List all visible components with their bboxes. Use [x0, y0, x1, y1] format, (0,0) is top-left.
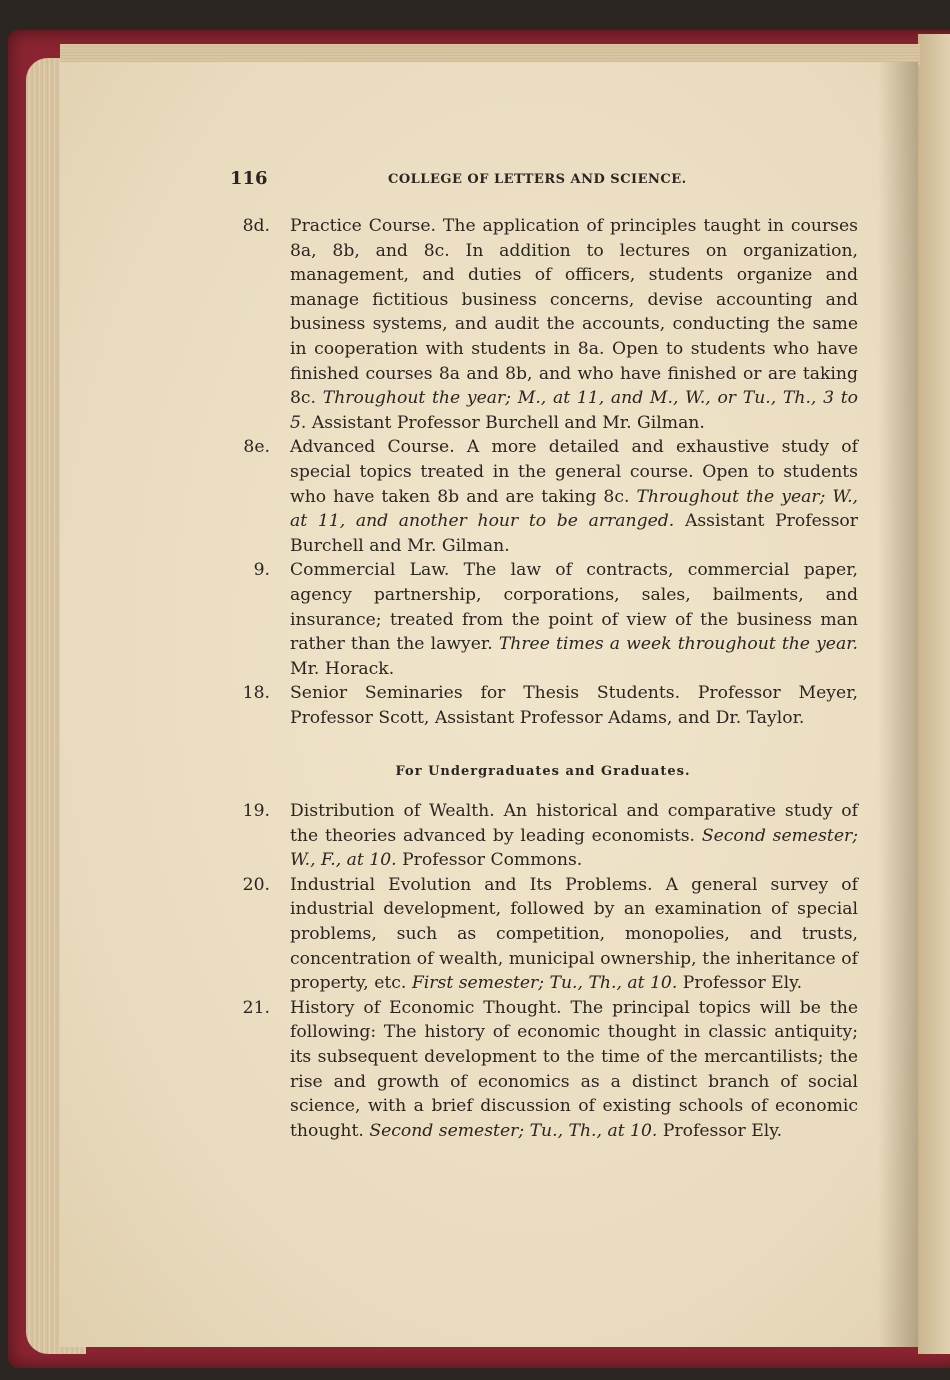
course-instructor: Assistant Professor Burchell and Mr. Gilman. — [290, 511, 858, 556]
course-schedule: Second semester; Tu., Th., at 10. — [369, 1120, 658, 1141]
course-number: 9. — [253, 560, 270, 581]
course-description: Industrial Evolution and Its Problems. A general survey of industrial development, followed by an examination of special problems, such as competition, monopolies, and trusts, concentration of wealth, municipal ownership, the inheritance of property, etc. — [290, 874, 858, 994]
course-description: Distribution of Wealth. An historical and comparative study of the theories advanced by leading economists. — [290, 801, 858, 846]
course-description: Senior Seminaries for Thesis Students. — [290, 683, 681, 704]
course-number: 8e. — [243, 437, 270, 458]
course-schedule: Second semester; W., F., at 10. — [290, 825, 859, 871]
course-schedule: Throughout the year; M., at 11, and M., W., or Tu., Th., 3 to 5. — [290, 388, 858, 433]
section-subheading: For Undergraduates and Graduates. — [395, 764, 691, 780]
running-title: COLLEGE OF LETTERS AND SCIENCE. — [388, 172, 687, 187]
page-number: 116 — [230, 168, 268, 189]
course-description: Advanced Course. A more detailed and exhaustive study of special topics treated in the general course. Open to students who have taken 8b and are taking 8c. — [290, 437, 858, 507]
course-description: Practice Course. The application of principles taught in courses 8a, 8b, and 8c. In addition to lectures on organization, management, and duties of officers, students organize and manage fictitious business concerns, devise accounting and business systems, and audit the accounts, conducting the same in cooperation with students in 8a. Open to students who have finished courses 8a and 8b, and who have finished or are taking 8c. — [290, 216, 858, 409]
course-description: History of Economic Thought. The principal topics will be the following: The history of economic thought in classic antiquity; its subsequent development to the time of the mercantilists; the rise and growth of economics as a distinct branch of social science, with a brief discussion of existing schools of economic thought. — [290, 997, 858, 1141]
course-list-lower — [228, 799, 858, 1143]
course-instructor: Professor Meyer, Professor Scott, Assistant Professor Adams, and Dr. Taylor. — [290, 683, 858, 728]
course-number: 19. — [242, 801, 270, 822]
course-entry — [228, 799, 858, 873]
course-entry — [228, 214, 858, 435]
course-schedule: First semester; Tu., Th., at 10. — [411, 973, 678, 994]
course-entry — [228, 558, 858, 681]
course-instructor: Professor Ely. — [662, 1120, 783, 1141]
course-entry — [228, 681, 858, 730]
course-list-upper — [228, 214, 858, 730]
course-instructor: Professor Ely. — [682, 973, 803, 994]
course-schedule: Three times a week throughout the year. — [498, 634, 858, 655]
course-number: 20. — [242, 874, 270, 895]
course-number: 8d. — [242, 216, 270, 236]
course-number: 18. — [242, 683, 270, 704]
course-instructor: Mr. Horack. — [290, 658, 395, 679]
course-number: 21. — [242, 997, 270, 1018]
course-instructor: Professor Commons. — [402, 850, 583, 871]
page-body — [228, 214, 858, 1143]
course-entry — [228, 996, 858, 1144]
course-instructor: Assistant Professor Burchell and Mr. Gilman. — [311, 412, 705, 433]
course-schedule: Throughout the year; W., at 11, and another hour to be arranged. — [290, 486, 858, 532]
course-entry — [228, 435, 858, 558]
course-description: Commercial Law. The law of contracts, commercial paper, agency partnership, corporations, sales, bailments, and insurance; treated from the point of view of the business man rather than the lawyer. — [290, 560, 858, 655]
page-header — [230, 168, 710, 192]
course-entry — [228, 873, 858, 996]
page-gutter-shadow — [878, 62, 918, 1347]
facing-page-edge — [918, 34, 950, 1354]
